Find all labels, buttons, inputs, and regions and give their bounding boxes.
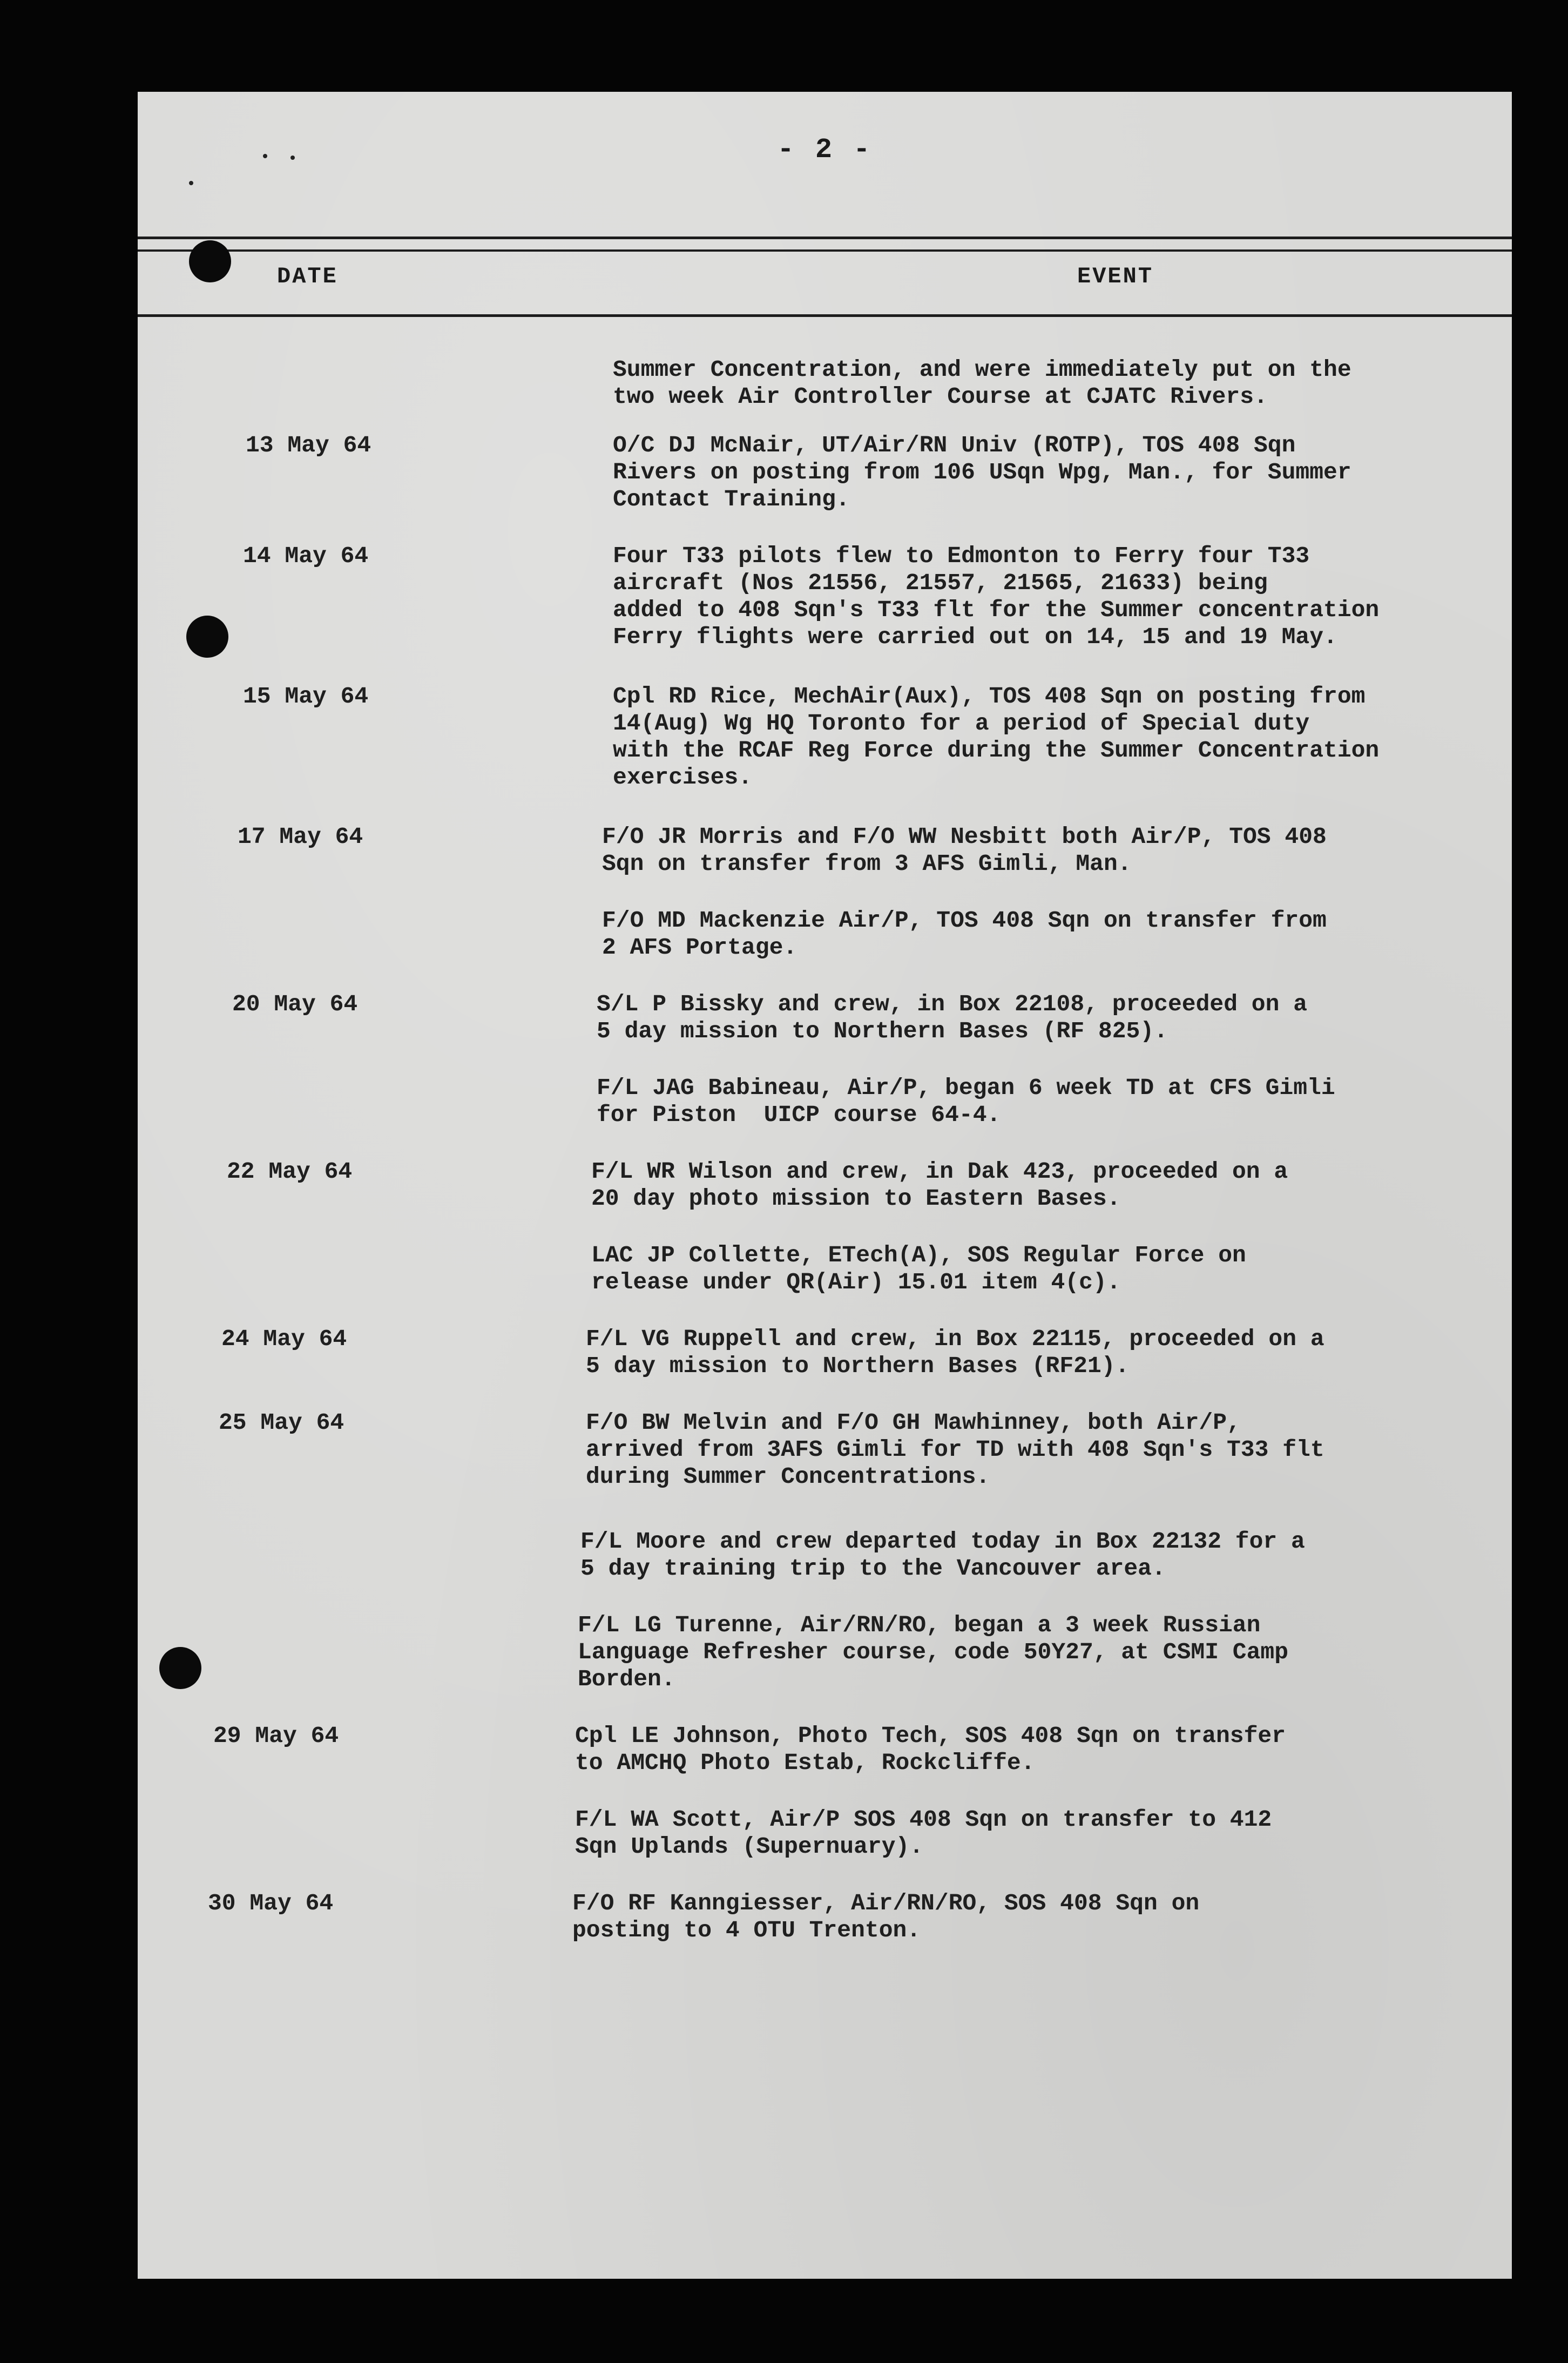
page-number: - 2 - <box>777 134 873 166</box>
entry-event: Cpl RD Rice, MechAir(Aux), TOS 408 Sqn on posting from 14(Aug) Wg HQ Toronto for a period of Special duty with the RCAF Reg Force during the Summer Concentration exercises. <box>613 683 1380 791</box>
entry-date: 29 May 64 <box>213 1723 339 1749</box>
entry-event: O/C DJ McNair, UT/Air/RN Univ (ROTP), TOS 408 Sqn Rivers on posting from 106 USqn Wpg, Man., for Summer Contact Training. <box>613 432 1351 512</box>
entry-date: 13 May 64 <box>246 432 371 458</box>
entry-date: 17 May 64 <box>238 823 363 850</box>
entry-event: F/L JAG Babineau, Air/P, began 6 week TD at CFS Gimli for Piston UICP course 64-4. <box>597 1075 1335 1128</box>
entry-date: 25 May 64 <box>219 1409 344 1436</box>
entry-event: F/O BW Melvin and F/O GH Mawhinney, both Air/P, arrived from 3AFS Gimli for TD with 408 Sqn's T33 flt during Summer Concentrations. <box>586 1409 1324 1490</box>
scan-speck <box>263 154 267 158</box>
header-rule-top-inner <box>138 249 1512 252</box>
document-page <box>138 92 1512 2279</box>
entry-date: 24 May 64 <box>221 1326 347 1352</box>
entry-date: 22 May 64 <box>227 1158 353 1185</box>
entry-event: Four T33 pilots flew to Edmonton to Ferry four T33 aircraft (Nos 21556, 21557, 21565, 21633) being added to 408 Sqn's T33 flt for the Summer concentration Ferry flights were carried out on 14, 15 and 19 May. <box>613 543 1380 650</box>
entry-event: F/L Moore and crew departed today in Box 22132 for a 5 day training trip to the Vancouver area. <box>580 1528 1305 1582</box>
entry-event: F/L WA Scott, Air/P SOS 408 Sqn on transfer to 412 Sqn Uplands (Supernuary). <box>575 1806 1272 1860</box>
entry-event: F/L VG Ruppell and crew, in Box 22115, proceeded on a 5 day mission to Northern Bases (RF21). <box>586 1326 1324 1379</box>
header-rule-top <box>138 237 1512 239</box>
entry-date: 15 May 64 <box>243 683 369 710</box>
entry-event: S/L P Bissky and crew, in Box 22108, proceeded on a 5 day mission to Northern Bases (RF 825). <box>597 991 1308 1044</box>
entry-event: LAC JP Collette, ETech(A), SOS Regular Force on release under QR(Air) 15.01 item 4(c). <box>591 1242 1246 1295</box>
entry-event: Summer Concentration, and were immediately put on the two week Air Controller Course at CJATC Rivers. <box>613 356 1351 410</box>
entry-event: Cpl LE Johnson, Photo Tech, SOS 408 Sqn on transfer to AMCHQ Photo Estab, Rockcliffe. <box>575 1723 1286 1776</box>
binder-hole <box>189 240 231 282</box>
entry-event: F/L WR Wilson and crew, in Dak 423, proceeded on a 20 day photo mission to Eastern Bases. <box>591 1158 1288 1212</box>
entry-event: F/L LG Turenne, Air/RN/RO, began a 3 week Russian Language Refresher course, code 50Y27, at CSMI Camp Borden. <box>578 1612 1289 1692</box>
entry-event: F/O RF Kanngiesser, Air/RN/RO, SOS 408 Sqn on posting to 4 OTU Trenton. <box>572 1890 1200 1943</box>
binder-hole <box>159 1647 201 1689</box>
entry-date: 30 May 64 <box>208 1890 334 1916</box>
scan-speck <box>189 181 193 185</box>
entry-event: F/O MD Mackenzie Air/P, TOS 408 Sqn on transfer from 2 AFS Portage. <box>602 907 1327 961</box>
entry-date: 14 May 64 <box>243 543 369 569</box>
entry-date: 20 May 64 <box>232 991 358 1017</box>
date-column-header: DATE <box>277 264 338 289</box>
header-rule-bottom <box>138 314 1512 317</box>
entry-event: F/O JR Morris and F/O WW Nesbitt both Air/P, TOS 408 Sqn on transfer from 3 AFS Gimli, Man. <box>602 823 1327 877</box>
event-column-header: EVENT <box>1077 264 1154 289</box>
binder-hole <box>186 616 228 658</box>
scan-speck <box>290 156 295 160</box>
